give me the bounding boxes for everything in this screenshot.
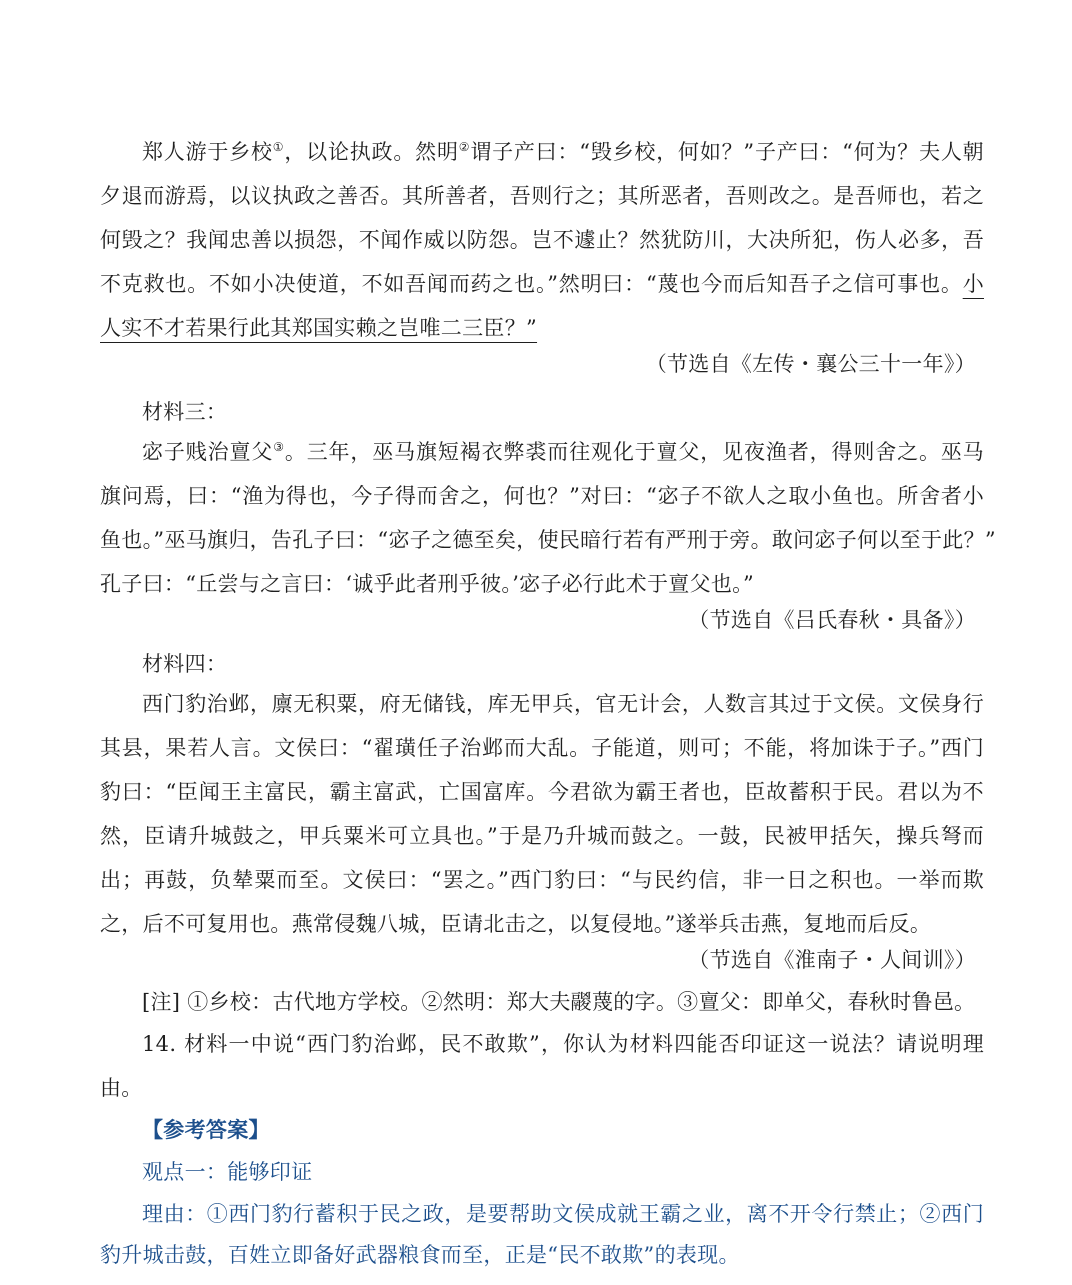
material4-line-6: 之，后不可复用也。燕常侵魏八城，臣请北击之，以复侵地。”遂举兵击燕，复地而后反。	[100, 912, 932, 936]
material4-line-1: 西门豹治邺，廪无积粟，府无储钱，库无甲兵，官无计会，人数言其过于文侯。文侯身行	[142, 692, 984, 716]
material3-line-3: 鱼也。”巫马旗归，告孔子曰：“宓子之德至矣，使民暗行若有严刑于旁。敢问宓子何以至于此？”	[100, 528, 996, 552]
footnote-mark-1: ①	[272, 140, 285, 154]
material4-heading: 材料四：	[142, 652, 228, 676]
material4-line-4: 然，臣请升城鼓之，甲兵粟米可立具也。”于是乃升城而鼓之。一鼓，民被甲括矢，操兵弩而	[100, 824, 984, 848]
footnote: [注] ①乡校：古代地方学校。②然明：郑大夫鬷蔑的字。③亶父：即单父，春秋时鲁邑。	[142, 990, 976, 1014]
answer-reason-line-2: 豹升城击鼓，百姓立即备好武器粮食而至，正是“民不敢欺”的表现。	[100, 1243, 740, 1267]
material2-line-1: 郑人游于乡校①，以论执政。然明②谓子产曰：“毁乡校，何如？”子产曰：“何为？夫人朝	[142, 140, 984, 164]
material4-line-3: 豹曰：“臣闻王主富民，霸主富武，亡国富库。今君欲为霸王者也，臣故蓄积于民。君以为不	[100, 780, 984, 804]
material2-line-3: 何毁之？我闻忠善以损怨，不闻作威以防怨。岂不遽止？然犹防川，大决所犯，伤人必多，吾	[100, 228, 984, 252]
material3-line-2: 旗问焉，曰：“渔为得也，今子得而舍之，何也？”对曰：“宓子不欲人之取小鱼也。所舍者小	[100, 484, 984, 508]
underlined-sentence: 人实不才若果行此其郑国实赖之岂唯二三臣？”	[100, 316, 538, 340]
material3-line-1: 宓子贱治亶父③。三年，巫马旗短褐衣弊裘而往观化于亶父，见夜渔者，得则舍之。巫马	[142, 440, 984, 464]
answer-viewpoint: 观点一：能够印证	[142, 1160, 313, 1184]
material3-line-4: 孔子曰：“丘尝与之言曰：‘诚乎此者刑乎彼。’宓子必行此术于亶父也。”	[100, 572, 755, 596]
answer-reason-line-1: 理由：①西门豹行蓄积于民之政，是要帮助文侯成就王霸之业，离不开令行禁止；②西门	[142, 1202, 984, 1226]
material4-source: （节选自《淮南子・人间训》）	[688, 948, 976, 972]
material2-source: （节选自《左传・襄公三十一年》）	[645, 352, 976, 376]
material3-heading: 材料三：	[142, 400, 228, 424]
footnote-mark-2: ②	[458, 140, 471, 154]
question-line-2: 由。	[100, 1076, 143, 1100]
material4-line-2: 其县，果若人言。文侯曰：“翟璜任子治邺而大乱。子能道，则可；不能，将加诛于子。”西门	[100, 736, 984, 760]
underlined-text: 小	[962, 272, 984, 296]
question-line-1: 14. 材料一中说“西门豹治邺，民不敢欺”，你认为材料四能否印证这一说法？请说明理	[142, 1032, 984, 1056]
material3-source: （节选自《吕氏春秋・具备》）	[688, 608, 976, 632]
answer-heading: 【参考答案】	[142, 1117, 270, 1142]
material2-line-4: 不克救也。不如小决使道，不如吾闻而药之也。”然明曰：“蔑也今而后知吾子之信可事也。小	[100, 272, 984, 296]
material2-line-5	[100, 313, 984, 343]
material4-line-5: 出；再鼓，负辇粟而至。文侯曰：“罢之。”西门豹曰：“与民约信，非一日之积也。一举而欺	[100, 868, 984, 892]
footnote-mark-3: ③	[273, 440, 285, 454]
material2-line-2: 夕退而游焉，以议执政之善否。其所善者，吾则行之；其所恶者，吾则改之。是吾师也，若之	[100, 184, 984, 208]
